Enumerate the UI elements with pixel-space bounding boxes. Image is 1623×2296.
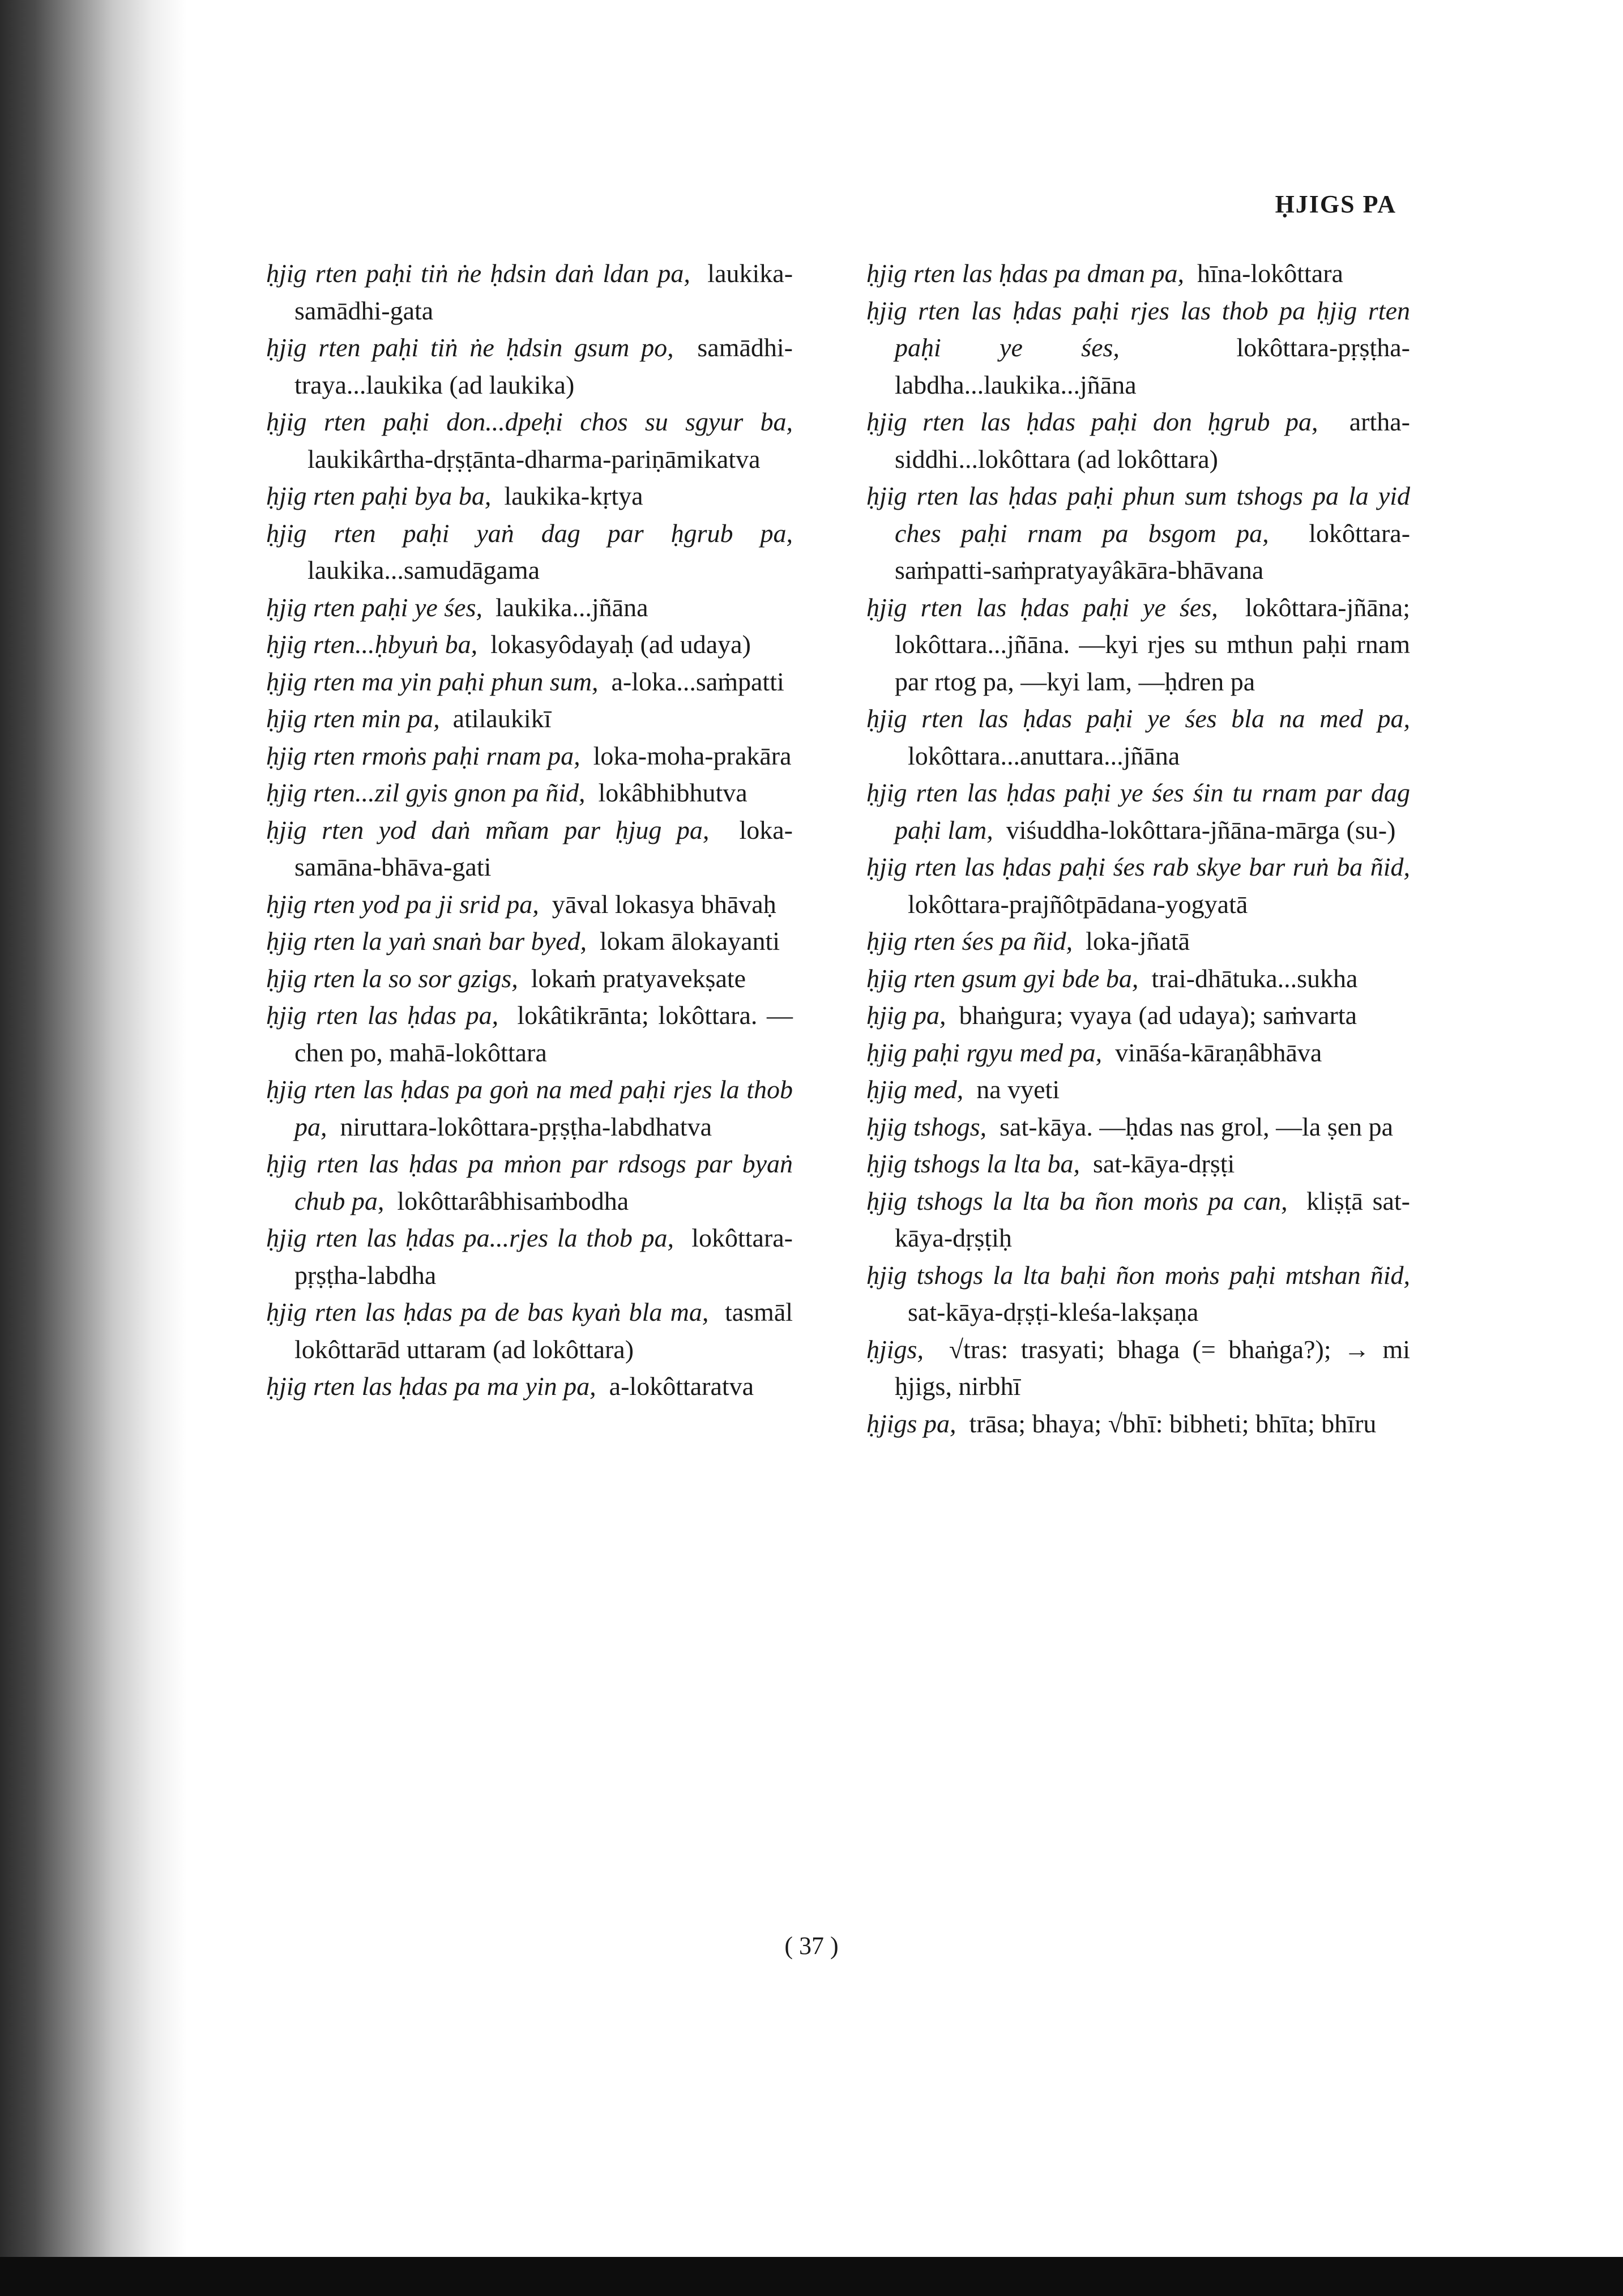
entry-tibetan-headword: ḥjig rten las ḥdas pa mṅon par rdsogs par byaṅ chub pa,	[266, 1149, 793, 1215]
dictionary-entry	[266, 774, 793, 812]
dictionary-entry	[866, 1034, 1410, 1072]
entry-tibetan-headword: ḥjig rten...ḥbyuṅ ba,	[266, 630, 478, 659]
entry-sanskrit-equivalent: a-lokôttaratva	[609, 1372, 754, 1401]
dictionary-entry	[866, 774, 1410, 848]
entry-sanskrit-equivalent: sat-kāya-dṛṣṭi	[1092, 1149, 1235, 1178]
dictionary-entry	[866, 923, 1410, 960]
entry-tibetan-headword: ḥjig rten ma yin paḥi phun sum,	[266, 667, 599, 696]
entry-tibetan-headword: ḥjig rten las ḥdas paḥi ye śes śin tu rnam par dag paḥi lam,	[866, 778, 1410, 844]
dictionary-entry	[866, 1145, 1410, 1183]
left-column	[266, 255, 793, 1405]
dictionary-entry	[266, 515, 793, 589]
entry-tibetan-headword: ḥjig rten la so sor gzigs,	[266, 963, 518, 993]
entry-sanskrit-equivalent: lokôttarâbhisaṁbodha	[397, 1186, 629, 1215]
dictionary-entry	[866, 1405, 1410, 1443]
entry-tibetan-headword: ḥjig tshogs la lta ba,	[866, 1149, 1080, 1178]
dictionary-entry	[866, 997, 1410, 1034]
entry-sanskrit-equivalent: na vyeti	[976, 1075, 1060, 1104]
entry-tibetan-headword: ḥjig rten paḥi ye śes,	[266, 592, 482, 622]
entry-tibetan-headword: ḥjig rten las ḥdas pa de bas kyaṅ bla ma,	[266, 1298, 709, 1326]
dictionary-entry	[266, 589, 793, 626]
dictionary-entry	[866, 960, 1410, 997]
dictionary-entry	[266, 1219, 793, 1294]
entry-tibetan-headword: ḥjig rten las ḥdas pa goṅ na med paḥi rjes la thob pa,	[266, 1075, 793, 1141]
dictionary-entry	[866, 700, 1410, 774]
entry-sanskrit-equivalent: atilaukikī	[452, 704, 552, 733]
entry-tibetan-headword: ḥjig rten paḥi tiṅ ṅe ḥdsin gsum po,	[266, 333, 674, 362]
dictionary-entry	[866, 255, 1410, 292]
entry-tibetan-headword: ḥjig rten la yaṅ snaṅ bar byed,	[266, 927, 587, 955]
dictionary-entry	[266, 329, 793, 403]
dictionary-entry	[266, 1071, 793, 1145]
dictionary-entry	[266, 737, 793, 775]
running-header: ḤJIGS PA	[1275, 190, 1396, 218]
entry-sanskrit-equivalent: laukikârtha-dṛṣṭānta-dharma-pariṇāmikatva	[307, 444, 761, 473]
entry-sanskrit-equivalent: lokôttara-pṛṣṭha-labdha	[294, 1223, 793, 1290]
dictionary-entry	[266, 1145, 793, 1219]
entry-sanskrit-equivalent: loka-samāna-bhāva-gati	[294, 815, 793, 881]
entry-tibetan-headword: ḥjig rten las ḥdas pa,	[266, 1001, 499, 1030]
entry-tibetan-headword: ḥjig rten paḥi yaṅ dag par ḥgrub pa,	[266, 518, 793, 548]
dictionary-entry	[866, 589, 1410, 701]
entry-tibetan-headword: ḥjig rten las ḥdas pa dman pa,	[866, 259, 1184, 288]
entry-tibetan-headword: ḥjig rten las ḥdas paḥi śes rab skye bar ruṅ ba ñid,	[866, 852, 1410, 881]
entry-sanskrit-equivalent: trāsa; bhaya; √bhī: bibheti; bhīta; bhīru	[969, 1409, 1377, 1438]
entry-sanskrit-equivalent: √tras: trasyati; bhaga (= bhaṅga?); → mi ḥjigs, nirbhī	[895, 1334, 1411, 1401]
dictionary-entry	[866, 1183, 1410, 1257]
entry-sanskrit-equivalent: lokôttara-pṛṣṭha-labdha...laukika...jñāna	[895, 333, 1410, 399]
entry-sanskrit-equivalent: a-loka...saṁpatti	[611, 667, 784, 696]
dictionary-entry	[266, 812, 793, 886]
entry-tibetan-headword: ḥjig tshogs la lta baḥi ñon moṅs paḥi mtshan ñid,	[866, 1260, 1410, 1290]
entry-tibetan-headword: ḥjig rten las ḥdas paḥi ye śes,	[866, 592, 1218, 622]
entry-sanskrit-equivalent: lokâtikrānta; lokôttara. —chen po, mahā-lokôttara	[294, 1001, 793, 1067]
entry-sanskrit-equivalent: loka-moha-prakāra	[593, 741, 792, 770]
entry-tibetan-headword: ḥjig pa,	[866, 1001, 946, 1030]
dictionary-entry	[266, 403, 793, 477]
entry-sanskrit-equivalent: loka-jñatā	[1086, 927, 1190, 955]
entry-tibetan-headword: ḥjig rten yod pa ji srid pa,	[266, 889, 539, 919]
entry-sanskrit-equivalent: viśuddha-lokôttara-jñāna-mārga (su-)	[1006, 815, 1396, 844]
dictionary-entry	[266, 255, 793, 329]
entry-sanskrit-equivalent: lokâbhibhutva	[598, 778, 748, 807]
entry-sanskrit-equivalent: yāval lokasya bhāvaḥ	[552, 889, 776, 919]
entry-tibetan-headword: ḥjig tshogs la lta ba ñon moṅs pa can,	[866, 1186, 1288, 1215]
entry-sanskrit-equivalent: niruttara-lokôttara-pṛṣṭha-labdhatva	[340, 1112, 712, 1141]
dictionary-entry	[866, 1071, 1410, 1108]
entry-tibetan-headword: ḥjig rten yod daṅ mñam par ḥjug pa,	[266, 815, 710, 844]
entry-tibetan-headword: ḥjig rten las ḥdas paḥi don ḥgrub pa,	[866, 407, 1318, 436]
entry-tibetan-headword: ḥjigs,	[866, 1334, 924, 1364]
entry-sanskrit-equivalent: laukika-samādhi-gata	[294, 259, 793, 325]
entry-sanskrit-equivalent: laukika...jñāna	[496, 592, 648, 622]
entry-sanskrit-equivalent: trai-dhātuka...sukha	[1151, 963, 1358, 993]
entry-tibetan-headword: ḥjig med,	[866, 1075, 964, 1104]
entry-sanskrit-equivalent: samādhi-traya...laukika (ad laukika)	[294, 333, 793, 399]
dictionary-entry	[266, 886, 793, 923]
dictionary-entry	[266, 700, 793, 737]
entry-tibetan-headword: ḥjig rten min pa,	[266, 704, 440, 733]
dictionary-entry	[266, 997, 793, 1071]
entry-tibetan-headword: ḥjig rten las ḥdas paḥi phun sum tshogs pa la yid ches paḥi rnam pa bsgom pa,	[866, 481, 1410, 548]
entry-sanskrit-equivalent: lokôttara-jñāna; lokôttara...jñāna. —kyi rjes su mthun paḥi rnam par rtog pa, —kyi lam, —ḥdren pa	[895, 592, 1411, 696]
dictionary-entry	[266, 477, 793, 515]
entry-tibetan-headword: ḥjig rten rmoṅs paḥi rnam pa,	[266, 741, 580, 770]
entry-tibetan-headword: ḥjig paḥi rgyu med pa,	[866, 1038, 1103, 1067]
entry-sanskrit-equivalent: tasmāl lokôttarād uttaram (ad lokôttara)	[294, 1298, 793, 1364]
dictionary-entry	[266, 960, 793, 997]
entry-sanskrit-equivalent: laukika...samudāgama	[307, 556, 540, 584]
dictionary-entry	[866, 1257, 1410, 1331]
entry-tibetan-headword: ḥjig rten paḥi don...dpeḥi chos su sgyur ba,	[266, 407, 793, 436]
entry-tibetan-headword: ḥjig rten paḥi tiṅ ṅe ḥdsin daṅ ldan pa,	[266, 259, 690, 288]
entry-sanskrit-equivalent: kliṣṭā sat-kāya-dṛṣṭiḥ	[895, 1186, 1410, 1252]
entry-tibetan-headword: ḥjigs pa,	[866, 1409, 956, 1438]
entry-sanskrit-equivalent: lokôttara-prajñôtpādana-yogyatā	[908, 889, 1248, 919]
entry-tibetan-headword: ḥjig rten las ḥdas paḥi ye śes bla na med pa,	[866, 704, 1410, 733]
page-number: ( 37 )	[784, 1932, 839, 1960]
dictionary-entry	[866, 292, 1410, 404]
scan-bottom-edge	[0, 2257, 1623, 2296]
entry-sanskrit-equivalent: lokaṁ pratyavekṣate	[531, 963, 746, 993]
entry-tibetan-headword: ḥjig rten śes pa ñid,	[866, 927, 1073, 955]
entry-tibetan-headword: ḥjig tshogs,	[866, 1112, 987, 1141]
entry-sanskrit-equivalent: sat-kāya-dṛṣṭi-kleśa-lakṣaṇa	[908, 1298, 1199, 1326]
entry-tibetan-headword: ḥjig rten las ḥdas paḥi rjes las thob pa ḥjig rten paḥi ye śes,	[866, 296, 1410, 362]
dictionary-entry	[866, 1108, 1410, 1146]
dictionary-entry	[866, 477, 1410, 589]
dictionary-entry	[266, 663, 793, 701]
dictionary-entry	[266, 1294, 793, 1368]
dictionary-entry	[866, 1331, 1410, 1405]
dictionary-entry	[266, 923, 793, 960]
entry-sanskrit-equivalent: laukika-kṛtya	[504, 481, 643, 510]
entry-tibetan-headword: ḥjig rten las ḥdas pa ma yin pa,	[266, 1372, 596, 1401]
entry-sanskrit-equivalent: lokôttara...anuttara...jñāna	[908, 741, 1180, 770]
entry-sanskrit-equivalent: artha-siddhi...lokôttara (ad lokôttara)	[895, 407, 1410, 473]
entry-tibetan-headword: ḥjig rten gsum gyi bde ba,	[866, 963, 1139, 993]
dictionary-entry	[866, 848, 1410, 923]
right-column	[866, 255, 1410, 1442]
dictionary-entry	[866, 403, 1410, 477]
entry-sanskrit-equivalent: lokasyôdayaḥ (ad udaya)	[490, 630, 751, 659]
entry-sanskrit-equivalent: lokôttara-saṁpatti-saṁpratyayâkāra-bhāvana	[895, 518, 1411, 584]
entry-sanskrit-equivalent: sat-kāya. —ḥdas nas grol, —la ṣen pa	[1000, 1112, 1394, 1141]
entry-tibetan-headword: ḥjig rten...zil gyis gnon pa ñid,	[266, 778, 586, 807]
entry-sanskrit-equivalent: vināśa-kāraṇâbhāva	[1115, 1038, 1322, 1067]
dictionary-entry	[266, 1368, 793, 1405]
dictionary-entry	[266, 626, 793, 663]
entry-tibetan-headword: ḥjig rten paḥi bya ba,	[266, 481, 492, 510]
entry-sanskrit-equivalent: hīna-lokôttara	[1197, 259, 1343, 288]
entry-sanskrit-equivalent: lokam ālokayanti	[600, 927, 780, 955]
entry-tibetan-headword: ḥjig rten las ḥdas pa...rjes la thob pa,	[266, 1223, 674, 1252]
entry-sanskrit-equivalent: bhaṅgura; vyaya (ad udaya); saṁvarta	[959, 1001, 1357, 1030]
